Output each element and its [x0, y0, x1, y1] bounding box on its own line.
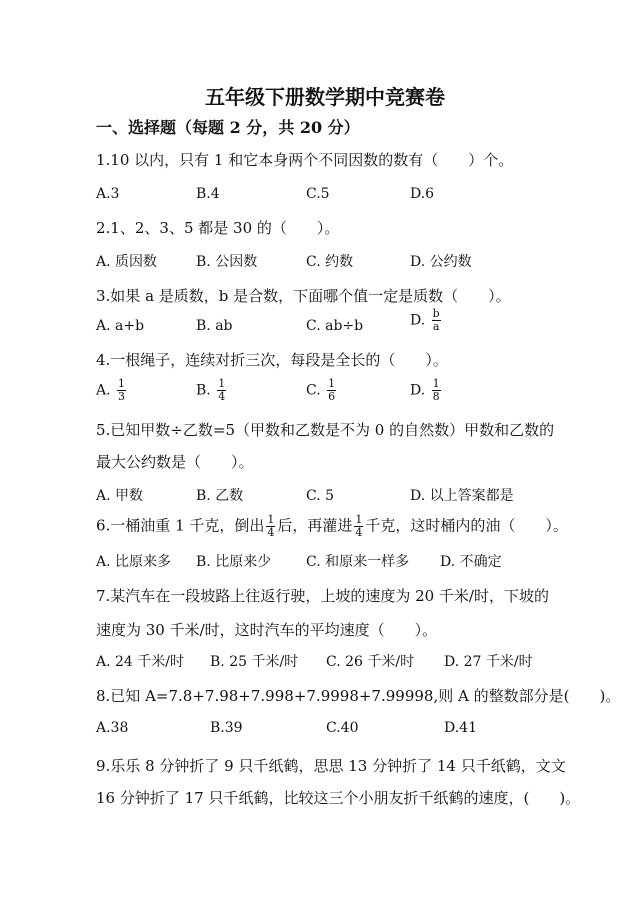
- q2-option-d: D. 公约数: [410, 254, 472, 270]
- q5-option-a: A. 甲数: [96, 488, 144, 504]
- q6-part-2: 后，再灌进: [277, 516, 353, 535]
- q4-frac-a-num: 1: [118, 377, 126, 390]
- q5-option-d: D. 以上答案都是: [410, 488, 514, 504]
- q4-option-c-label: C.: [306, 382, 321, 399]
- q6-fraction-1: [266, 514, 275, 539]
- question-8: 8.已知 A=7.8+7.98+7.998+7.9998+7.99998,则 A 的整数部分是( )。: [96, 687, 621, 705]
- q1-option-c: C.5: [306, 186, 330, 202]
- q4-option-c: [306, 378, 338, 403]
- q3-option-d: [410, 308, 443, 333]
- question-9-line-2: 16 分钟折了 17 只千纸鹤，比较这三个小朋友折千纸鹤的速度，( )。: [96, 789, 581, 807]
- q2-option-a: A. 质因数: [96, 254, 158, 270]
- page-title: 五年级下册数学期中竞赛卷: [205, 85, 445, 109]
- q1-option-a: A.3: [96, 186, 120, 202]
- q3-fraction: [432, 308, 441, 333]
- q4-option-a: [96, 378, 128, 403]
- question-7-line-2: 速度为 30 千米/时，这时汽车的平均速度（ ）。: [96, 621, 438, 639]
- q7-option-a: A. 24 千米/时: [96, 654, 184, 670]
- q2-option-b: B. 公因数: [196, 254, 258, 270]
- q3-option-b: B. ab: [196, 318, 233, 334]
- q7-option-d: D. 27 千米/时: [444, 654, 533, 670]
- question-6: [96, 514, 568, 539]
- q6-fraction-2: [354, 514, 363, 539]
- question-1: 1.10 以内，只有 1 和它本身两个不同因数的数有（ ）个。: [96, 151, 514, 169]
- q6-option-a: A. 比原来多: [96, 554, 172, 570]
- q3-fraction-num: b: [432, 307, 440, 320]
- q4-option-d: [410, 378, 443, 403]
- q4-frac-c-den: 6: [328, 390, 336, 403]
- q3-option-c: C. ab÷b: [306, 318, 364, 334]
- q8-option-d: D.41: [444, 720, 477, 736]
- q1-option-d: D.6: [410, 186, 435, 202]
- question-3: 3.如果 a 是质数，b 是合数，下面哪个值一定是质数（ ）。: [96, 287, 511, 305]
- q8-option-b: B.39: [210, 720, 243, 736]
- q4-option-b-label: B.: [196, 382, 211, 399]
- question-7-line-1: 7.某汽车在一段坡路上往返行驶，上坡的速度为 20 千米/时，下坡的: [96, 587, 549, 605]
- q4-frac-b-den: 4: [218, 390, 226, 403]
- q4-option-b: [196, 378, 228, 403]
- q7-option-c: C. 26 千米/时: [326, 654, 415, 670]
- question-4: 4.一根绳子，连续对折三次，每段是全长的（ ）。: [96, 351, 448, 369]
- q3-option-d-label: D.: [410, 312, 426, 329]
- q2-option-c: C. 约数: [306, 254, 354, 270]
- q1-option-b: B.4: [196, 186, 220, 202]
- q6-option-b: B. 比原来少: [196, 554, 272, 570]
- q6-part-3: 千克，这时桶内的油（ ）。: [365, 516, 568, 535]
- question-9-line-1: 9.乐乐 8 分钟折了 9 只千纸鹤，思思 13 分钟折了 14 只千纸鹤，文文: [96, 757, 566, 775]
- q3-option-a: A. a+b: [96, 318, 145, 334]
- q6-part-1: 6.一桶油重 1 千克，倒出: [96, 516, 265, 535]
- q3-fraction-den: a: [432, 320, 440, 333]
- q6-option-d: D. 不确定: [440, 554, 502, 570]
- q6-frac1-num: 1: [267, 513, 275, 526]
- q4-frac-c-num: 1: [328, 377, 336, 390]
- question-2: 2.1、2、3、5 都是 30 的（ ）。: [96, 219, 340, 237]
- q4-frac-d-den: 8: [432, 390, 440, 403]
- q5-option-b: B. 乙数: [196, 488, 244, 504]
- q8-option-a: A.38: [96, 720, 129, 736]
- q4-fraction-b: [217, 378, 226, 403]
- q5-option-c: C. 5: [306, 488, 335, 504]
- q6-frac1-den: 4: [267, 526, 275, 539]
- section-heading: 一、选择题（每题 2 分，共 20 分）: [96, 118, 360, 137]
- q4-frac-b-num: 1: [218, 377, 226, 390]
- q6-option-c: C. 和原来一样多: [306, 554, 410, 570]
- question-5-line-2: 最大公约数是（ ）。: [96, 453, 254, 471]
- q4-option-a-label: A.: [96, 382, 111, 399]
- q6-frac2-den: 4: [355, 526, 363, 539]
- q6-frac2-num: 1: [355, 513, 363, 526]
- question-5-line-1: 5.已知甲数÷乙数=5（甲数和乙数是不为 0 的自然数）甲数和乙数的: [96, 421, 555, 439]
- q4-frac-a-den: 3: [118, 390, 126, 403]
- q4-fraction-a: [117, 378, 126, 403]
- q7-option-b: B. 25 千米/时: [210, 654, 299, 670]
- q4-fraction-c: [327, 378, 336, 403]
- q8-option-c: C.40: [326, 720, 359, 736]
- q4-frac-d-num: 1: [432, 377, 440, 390]
- q4-option-d-label: D.: [410, 382, 426, 399]
- q4-fraction-d: [432, 378, 441, 403]
